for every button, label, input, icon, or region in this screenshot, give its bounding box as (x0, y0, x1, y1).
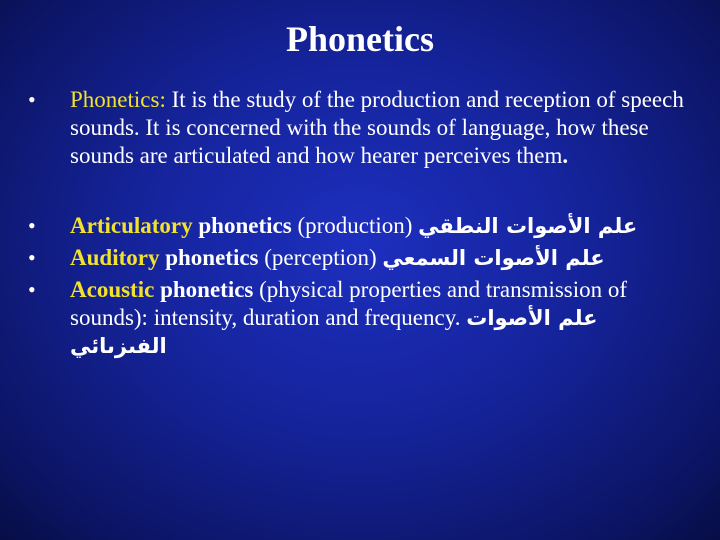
bullet-list (28, 86, 688, 360)
bullet-articulatory (28, 212, 688, 240)
paren-perception: (perception) (264, 245, 383, 270)
definition-text: It is the study of the production and reception of speech sounds. It is concerned with the sounds of language, how these sounds are articulated and how hearer perceives them (70, 87, 684, 168)
bullet-icon: • (28, 213, 36, 238)
bullet-icon: • (28, 87, 36, 112)
bullet-icon: • (28, 245, 36, 270)
term-articulatory: Articulatory (70, 213, 193, 238)
paren-production: (production) (297, 213, 419, 238)
bullet-auditory (28, 244, 688, 272)
definition-end: . (562, 143, 569, 168)
word-phonetics: phonetics (192, 213, 298, 238)
term-acoustic: Acoustic (70, 277, 155, 302)
bullet-acoustic (28, 276, 688, 360)
arabic-auditory: علم الأصوات السمعي (382, 246, 605, 270)
slide-title: Phonetics (286, 19, 434, 59)
word-phonetics: phonetics (154, 277, 260, 302)
arabic-acoustic: علم الأصوات الفىزىائي (70, 306, 598, 358)
term-auditory: Auditory (70, 245, 160, 270)
bullet-icon: • (28, 277, 36, 302)
bullet-phonetics-definition (28, 86, 688, 170)
term-phonetics: Phonetics: (70, 87, 166, 112)
arabic-articulatory: علم الأصوات النطقي (418, 214, 638, 238)
word-phonetics: phonetics (159, 245, 265, 270)
paren-physical-properties: (physical properties and transmission of sounds): intensity, duration and frequency. (70, 277, 628, 330)
